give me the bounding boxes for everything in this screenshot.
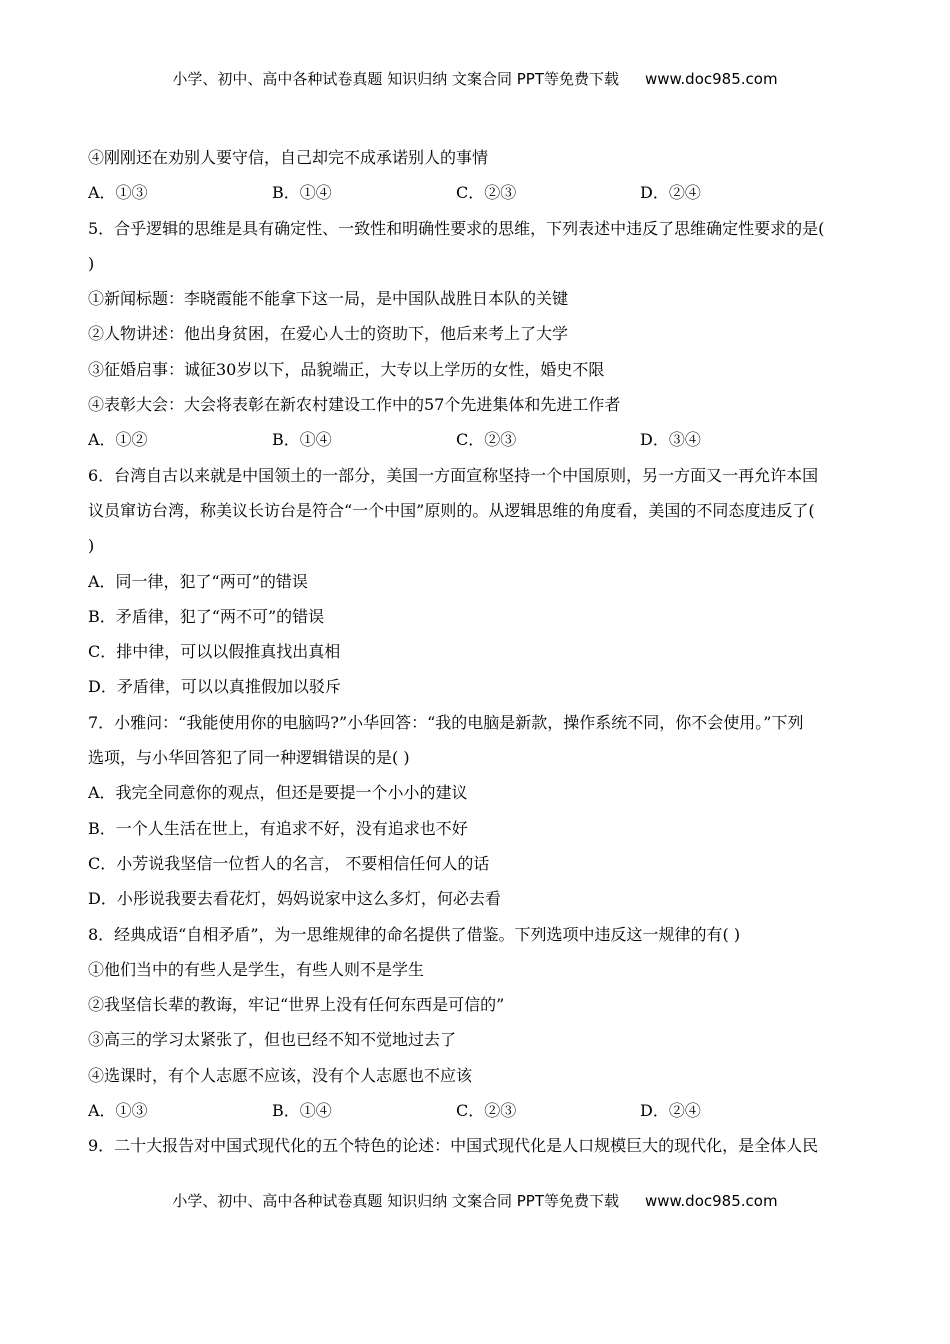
q8-item-1: ①他们当中的有些人是学生，有些人则不是学生	[88, 959, 425, 979]
q7-option-c: C．小芳说我坚信一位哲人的名言， 不要相信任何人的话	[88, 853, 490, 873]
q5-item-2: ②人物讲述：他出身贫困，在爱心人士的资助下，他后来考上了大学	[88, 324, 569, 344]
q4-option-c: C．②③	[456, 183, 517, 203]
footer-text: 小学、初中、高中各种试卷真题 知识归纳 文案合同 PPT等免费下载	[172, 1192, 619, 1210]
q5-item-3: ③征婚启事：诚征30岁以下，品貌端正，大专以上学历的女性，婚史不限	[88, 359, 605, 379]
q6-option-c: C．排中律，可以以假推真找出真相	[88, 642, 341, 662]
header-url[interactable]: www.doc985.com	[644, 70, 778, 88]
q8-option-a: A．①③	[88, 1101, 148, 1121]
q7-option-d: D．小彤说我要去看花灯，妈妈说家中这么多灯，何必去看	[88, 889, 501, 909]
q5-option-d: D．③④	[640, 430, 701, 450]
q7-stem-line-1: 7．小雅问：“我能使用你的电脑吗?”小华回答：“我的电脑是新款，操作系统不同，你不会使用。”下列	[88, 712, 804, 732]
q4-option-b: B．①④	[272, 183, 332, 203]
exam-content	[88, 140, 863, 1164]
q5-item-4: ④表彰大会：大会将表彰在新农村建设工作中的57个先进集体和先进工作者	[88, 395, 621, 415]
q8-options	[88, 1093, 863, 1128]
q6-option-a: A．同一律，犯了“两可”的错误	[88, 571, 308, 591]
page-footer	[0, 1190, 950, 1211]
q7-option-b: B．一个人生活在世上，有追求不好，没有追求也不好	[88, 818, 468, 838]
q7-option-a: A．我完全同意你的观点，但还是要提一个小小的建议	[88, 783, 468, 803]
header-text: 小学、初中、高中各种试卷真题 知识归纳 文案合同 PPT等免费下载	[172, 70, 619, 88]
q7-stem-line-2: 选项，与小华回答犯了同一种逻辑错误的是( )	[88, 748, 410, 768]
q5-options	[88, 422, 863, 457]
q6-stem-line-2: 议员窜访台湾，称美议长访台是符合“一个中国”原则的。从逻辑思维的角度看，美国的不同态度违反了(	[88, 500, 815, 520]
q4-item-4: ④刚刚还在劝别人要守信，自己却完不成承诺别人的事情	[88, 148, 489, 167]
q8-stem-line-1: 8．经典成语“自相矛盾”，为一思维规律的命名提供了借鉴。下列选项中违反这一规律的有( )	[88, 924, 741, 944]
page-header	[0, 68, 950, 89]
q4-option-a: A．①③	[88, 183, 148, 203]
q8-option-c: C．②③	[456, 1101, 517, 1121]
q8-item-3: ③高三的学习太紧张了，但也已经不知不觉地过去了	[88, 1030, 457, 1050]
q8-item-2: ②我坚信长辈的教诲，牢记“世界上没有任何东西是可信的”	[88, 995, 505, 1015]
q5-option-a: A．①②	[88, 430, 148, 450]
q5-stem-line-1: 5．合乎逻辑的思维是具有确定性、一致性和明确性要求的思维，下列表述中违反了思维确定性要求的是(	[88, 218, 825, 238]
q8-option-b: B．①④	[272, 1101, 332, 1121]
q6-option-b: B．矛盾律，犯了“两不可”的错误	[88, 606, 325, 626]
q4-options	[88, 175, 863, 210]
q8-option-d: D．②④	[640, 1101, 701, 1121]
q5-stem-line-2: )	[88, 253, 95, 273]
q6-stem-line-1: 6．台湾自古以来就是中国领土的一部分，美国一方面宣称坚持一个中国原则，另一方面又一再允许本国	[88, 465, 819, 485]
q5-item-1: ①新闻标题：李晓霞能不能拿下这一局，是中国队战胜日本队的关键	[88, 289, 569, 309]
footer-url[interactable]: www.doc985.com	[644, 1192, 778, 1210]
q9-stem-line-1: 9．二十大报告对中国式现代化的五个特色的论述：中国式现代化是人口规模巨大的现代化，是全体人民	[88, 1136, 819, 1156]
q6-stem-line-3: )	[88, 536, 95, 556]
q8-item-4: ④选课时，有个人志愿不应该，没有个人志愿也不应该	[88, 1065, 473, 1085]
q4-option-d: D．②④	[640, 183, 701, 203]
q6-option-d: D．矛盾律，可以以真推假加以驳斥	[88, 677, 341, 697]
q5-option-c: C．②③	[456, 430, 517, 450]
q5-option-b: B．①④	[272, 430, 332, 450]
